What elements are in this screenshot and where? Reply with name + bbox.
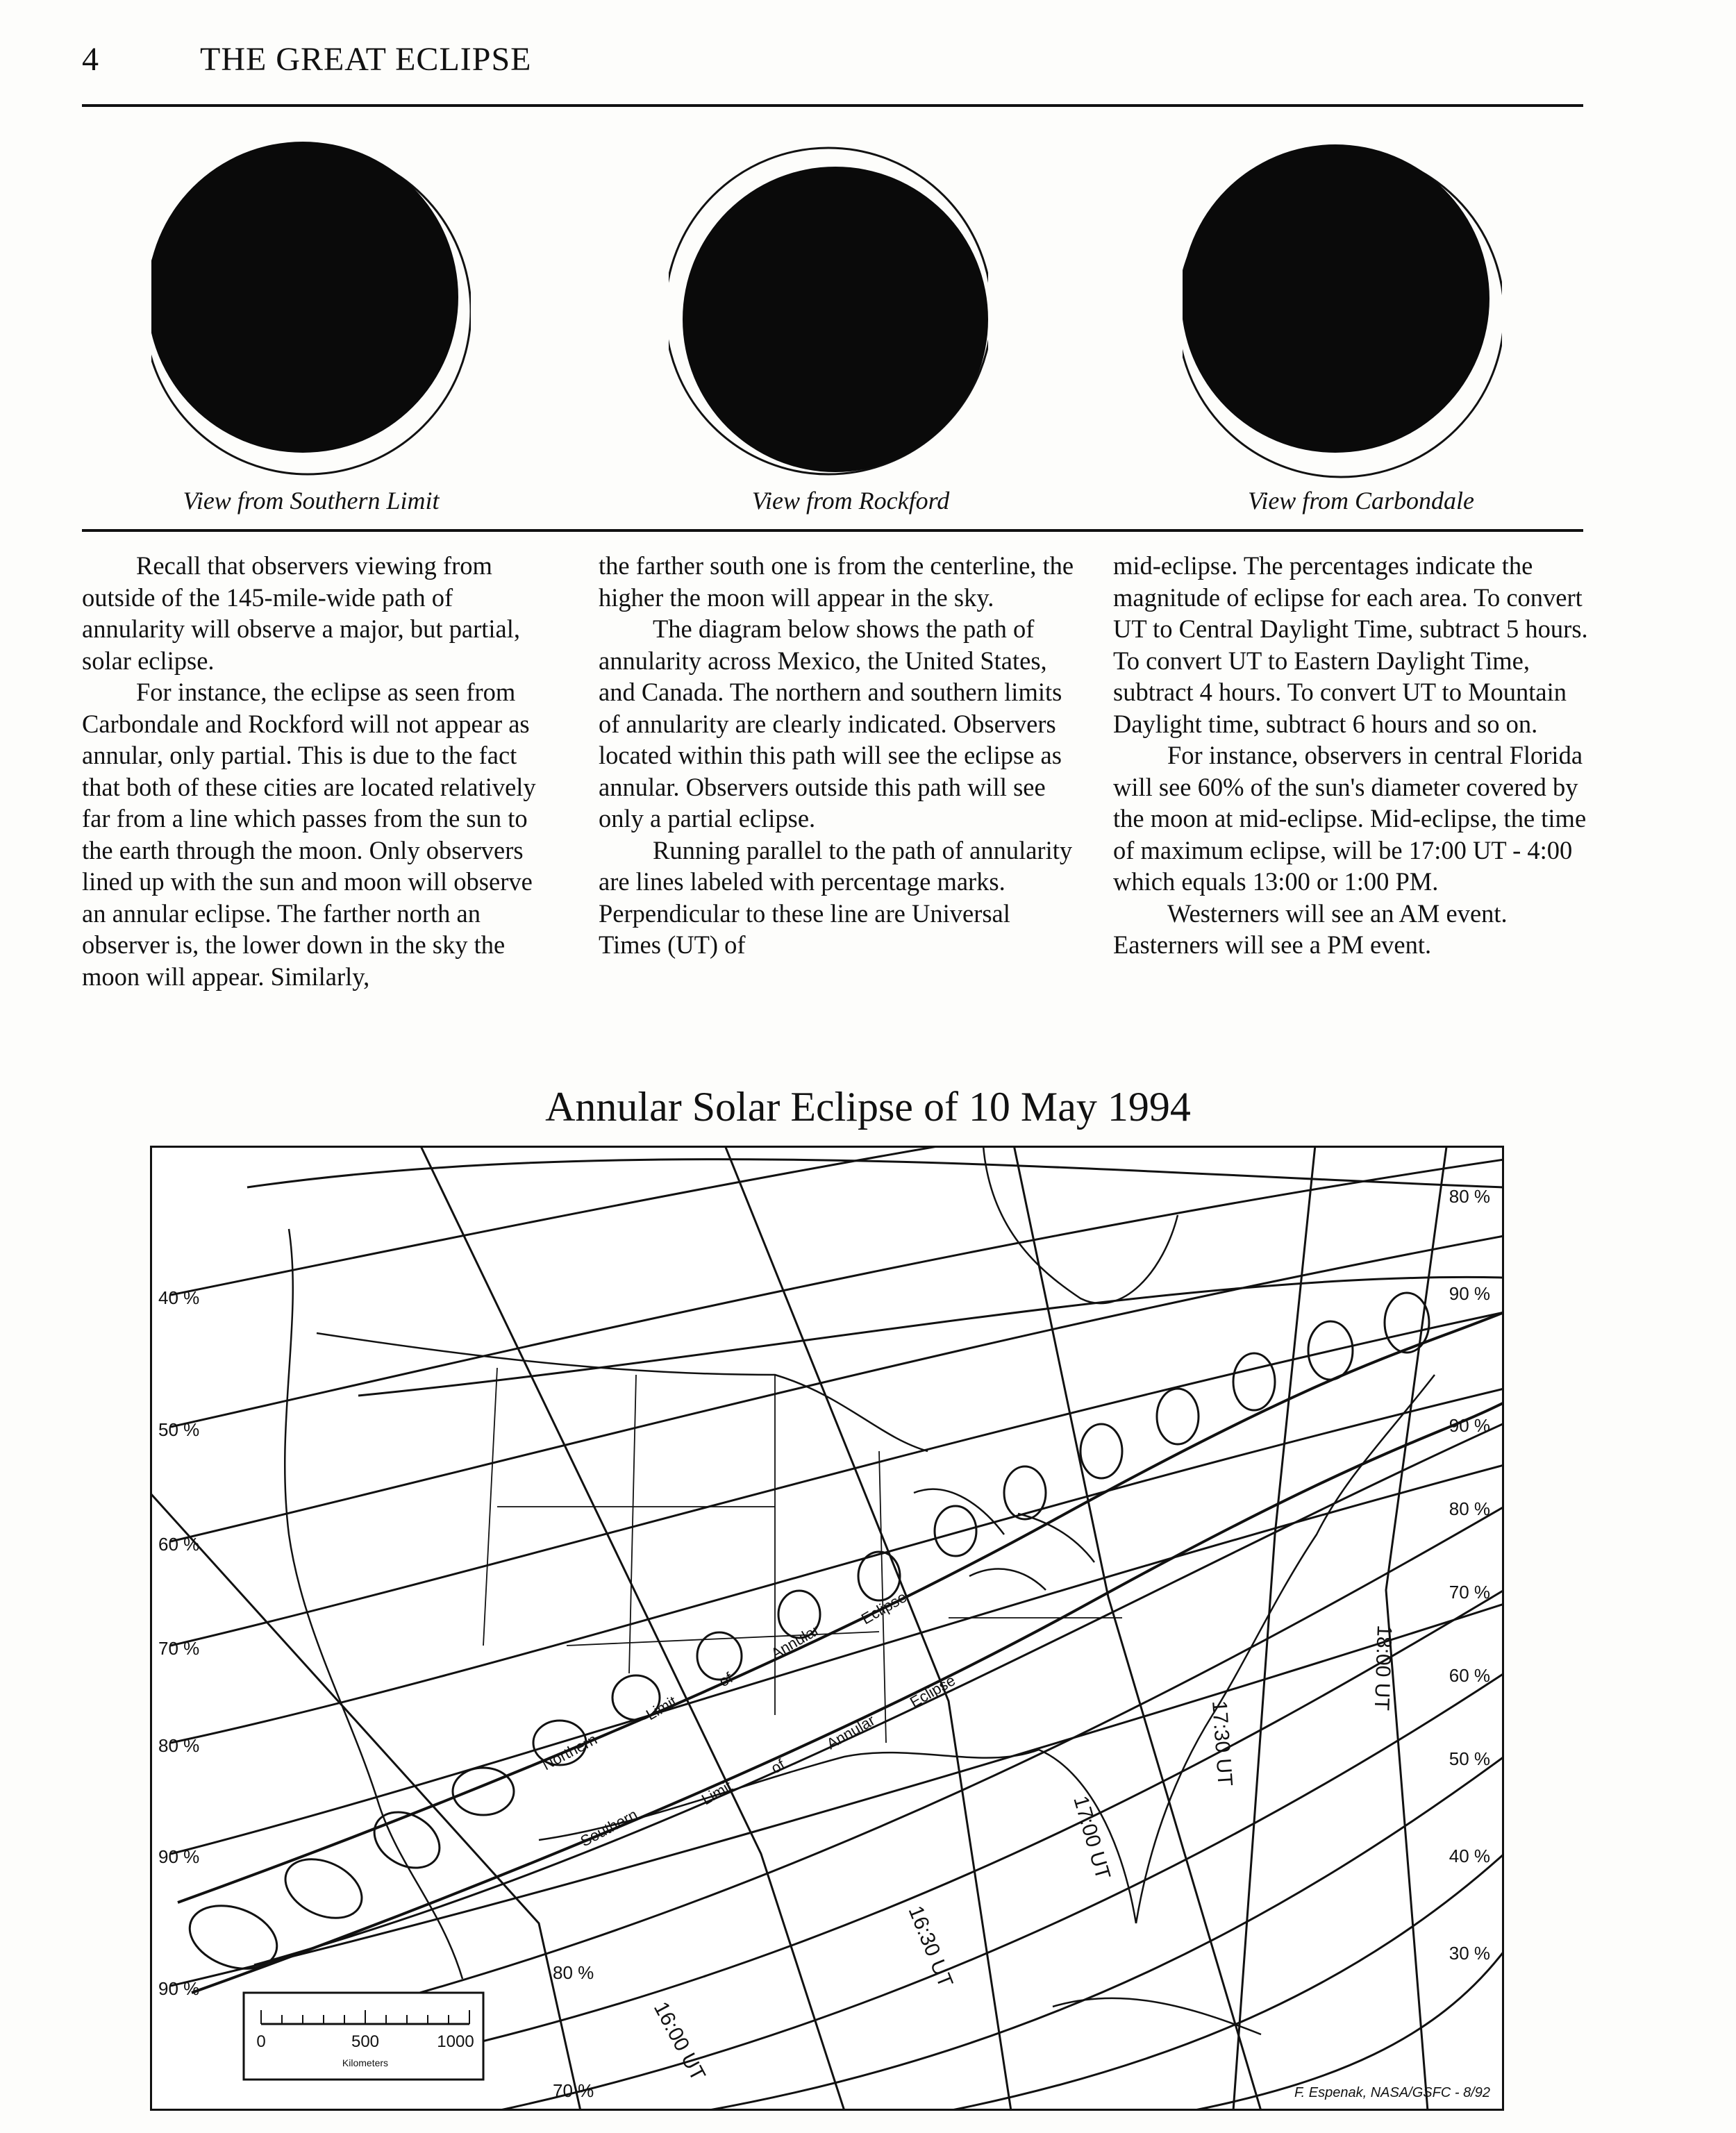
paragraph: the farther south one is from the centerline, the higher the moon will appear in the sky. [599, 551, 1074, 612]
ut-label-1630: 16:30 UT [903, 1902, 958, 1991]
figure-rockford [669, 132, 988, 493]
southern-limit-word: Annular [824, 1711, 878, 1753]
right-label: 80 % [1449, 1186, 1490, 1207]
paragraph: The diagram below shows the path of annularity across Mexico, the United States, and Canada. The northern and southern limits of annularity are clearly indicated. Observers located within this path will see the eclipse as annular. Observers outside this path will see only a partial eclipse. [599, 614, 1062, 833]
header-rule [82, 104, 1583, 107]
northern-limit-word: Annular [768, 1621, 823, 1663]
paragraph: For instance, observers in central Florida will see 60% of the sun's diameter covered by the moon at mid-eclipse. Mid-eclipse, the time of maximum eclipse, will be 17:00 UT - 4:00 which equals 13:00 or 1:00 PM. [1113, 741, 1587, 896]
page-number: 4 [82, 41, 99, 78]
caption-rule [82, 529, 1583, 532]
scale-tick: 0 [256, 2032, 266, 2051]
caption-rockford: View from Rockford [751, 487, 950, 515]
northern-limit-word: Northern [539, 1730, 600, 1774]
eclipse-figures [82, 132, 1583, 493]
northern-limit-word: Eclipse [858, 1588, 910, 1628]
left-label: 50 % [158, 1419, 200, 1440]
bottom-label: 70 % [553, 2080, 594, 2101]
paragraph: Westerners will see an AM event. Easterners will see a PM event. [1113, 898, 1508, 959]
left-label: 70 % [158, 1638, 200, 1659]
right-label: 90 % [1449, 1415, 1490, 1436]
paragraph: For instance, the eclipse as seen from Carbondale and Rockford will not appear as annular, only partial. This is due to the fact that both of these cities are located relatively far from a line which passes from the sun to the earth through the moon. Only observers lined up with the sun and moon will observe an annular eclipse. The farther north an observer is, the lower down in the sky the moon will appear. Similarly, [82, 678, 536, 991]
figure-southern-limit [151, 132, 471, 493]
scale-bar [244, 1993, 483, 2080]
text-column-3 [1113, 550, 1592, 961]
left-label: 90 % [158, 1978, 200, 1999]
right-label: 50 % [1449, 1748, 1490, 1769]
southern-limit-word: of [768, 1755, 788, 1778]
right-label: 80 % [1449, 1498, 1490, 1519]
left-label: 90 % [158, 1846, 200, 1867]
paragraph: Recall that observers viewing from outside of the 145-mile-wide path of annularity will observe a major, but partial, solar eclipse. [82, 551, 521, 675]
text-column-2 [599, 550, 1078, 961]
bottom-label: 80 % [553, 1962, 594, 1983]
right-label: 70 % [1449, 1582, 1490, 1603]
page-header [82, 40, 531, 78]
eclipse-map [150, 1146, 1504, 2111]
eclipse-map-svg [150, 1146, 1504, 2111]
ut-label-1700: 17:00 UT [1069, 1793, 1115, 1882]
left-label: 40 % [158, 1287, 200, 1308]
paragraph: mid-eclipse. The percentages indicate the magnitude of eclipse for each area. To convert UT to Central Daylight Time, subtract 5 hours. To convert UT to Eastern Daylight Time, subtract 4 hours. To convert UT to Mountain Daylight time, subtract 6 hours and so on. [1113, 551, 1588, 738]
ut-label-1800: 18:00 UT [1369, 1624, 1396, 1712]
northern-limit-word: Limit [643, 1692, 680, 1724]
map-title: Annular Solar Eclipse of 10 May 1994 [545, 1084, 1191, 1130]
right-label: 90 % [1449, 1283, 1490, 1304]
southern-limit-word: Limit [699, 1777, 735, 1809]
right-label: 60 % [1449, 1665, 1490, 1686]
ut-label-1730: 17:30 UT [1208, 1700, 1237, 1787]
northern-limit-word: of [716, 1668, 736, 1691]
scale-unit: Kilometers [342, 2057, 389, 2068]
left-label: 80 % [158, 1735, 200, 1756]
scale-tick: 1000 [437, 2032, 474, 2051]
scale-tick: 500 [351, 2032, 380, 2051]
running-title: THE GREAT ECLIPSE [200, 41, 532, 78]
map-credit: F. Espenak, NASA/GSFC - 8/92 [1294, 2085, 1490, 2100]
figure-carbondale [1183, 132, 1502, 493]
southern-limit-word: Southern [577, 1805, 641, 1850]
right-label: 40 % [1449, 1846, 1490, 1866]
ut-label-1600: 16:00 UT [649, 1998, 710, 2085]
text-column-1 [82, 550, 561, 992]
right-label: 30 % [1449, 1943, 1490, 1964]
left-label: 60 % [158, 1534, 200, 1555]
caption-southern-limit: View from Southern Limit [183, 487, 440, 515]
caption-carbondale: View from Carbondale [1248, 487, 1474, 515]
southern-limit-word: Eclipse [907, 1671, 958, 1712]
paragraph: Running parallel to the path of annularity are lines labeled with percentage marks. Perpendicular to these line are Universal Times (UT) of [599, 835, 1073, 959]
